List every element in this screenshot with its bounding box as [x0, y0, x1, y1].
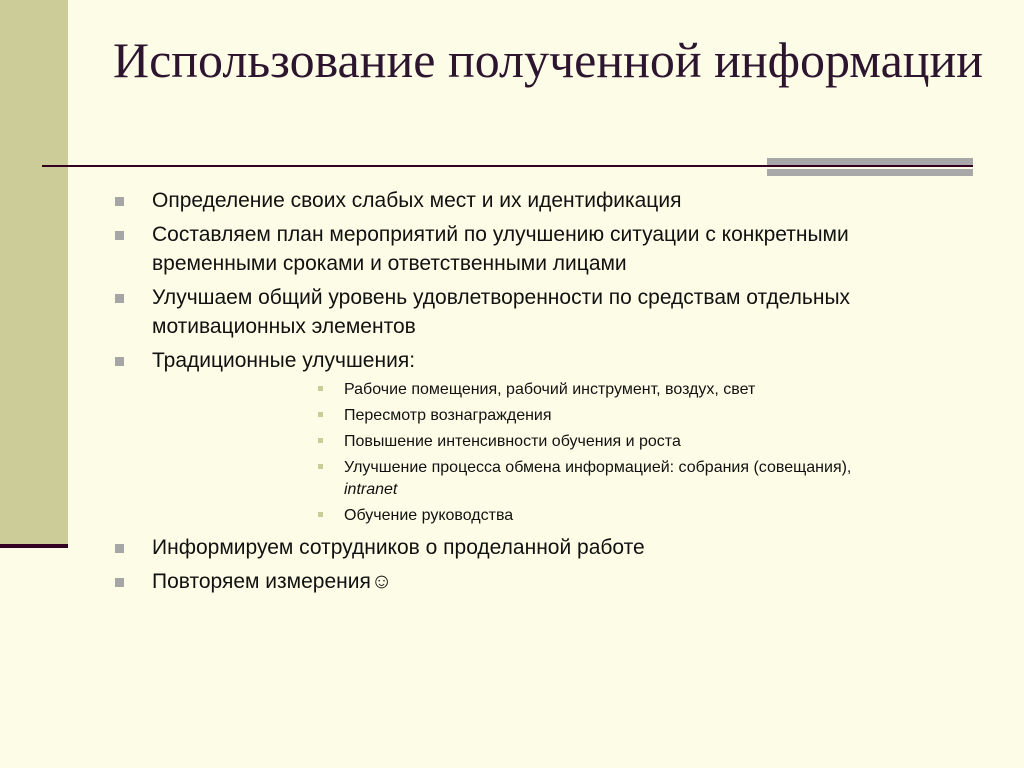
sub-list-item-text: Улучшение процесса обмена информацией: собрания (совещания), [344, 459, 852, 476]
sub-list-item [0, 457, 964, 501]
list-item [0, 220, 1024, 278]
square-bullet-icon [115, 357, 124, 366]
list-item-text: Информируем сотрудников о проделанной работе [152, 536, 645, 559]
list-item-text: Составляем план мероприятий по улучшению ситуации с конкретными временными сроками и ответственными лицами [152, 223, 849, 275]
list-item [0, 283, 1024, 341]
sub-list-item-text: Обучение руководства [344, 507, 514, 524]
square-bullet-icon [115, 197, 124, 206]
list-item [0, 346, 1024, 527]
list-item-text: Традиционные улучшения: [152, 349, 416, 372]
sub-list-item-text: Пересмотр вознаграждения [344, 407, 552, 424]
title-accent-stripes [767, 158, 973, 179]
small-square-bullet-icon [318, 412, 323, 417]
list-item-text: Улучшаем общий уровень удовлетворенности по средствам отдельных мотивационных элементов [152, 286, 851, 338]
slide-title: Использование полученной информации [113, 32, 984, 88]
square-bullet-icon [115, 231, 124, 240]
small-square-bullet-icon [318, 386, 323, 391]
sub-list-item [0, 431, 964, 453]
small-square-bullet-icon [318, 438, 323, 443]
list-item-text: Повторяем измерения☺ [152, 570, 393, 593]
small-square-bullet-icon [318, 512, 323, 517]
square-bullet-icon [115, 294, 124, 303]
sub-list-item [0, 505, 964, 527]
sub-list-item-italic-text: intranet [344, 481, 398, 498]
small-square-bullet-icon [318, 464, 323, 469]
list-item [0, 533, 1024, 562]
sub-list-item-text: Рабочие помещения, рабочий инструмент, воздух, свет [344, 381, 756, 398]
list-item [0, 567, 1024, 596]
sub-bullet-list [152, 379, 964, 527]
square-bullet-icon [115, 578, 124, 587]
sub-list-item-text: Повышение интенсивности обучения и роста [344, 433, 681, 450]
sub-list-item [0, 379, 964, 401]
bullet-list [0, 186, 1024, 596]
square-bullet-icon [115, 544, 124, 553]
slide-content [0, 186, 1024, 601]
list-item [0, 186, 1024, 215]
sub-list-item [0, 405, 964, 427]
list-item-text: Определение своих слабых мест и их идентификация [152, 189, 682, 212]
